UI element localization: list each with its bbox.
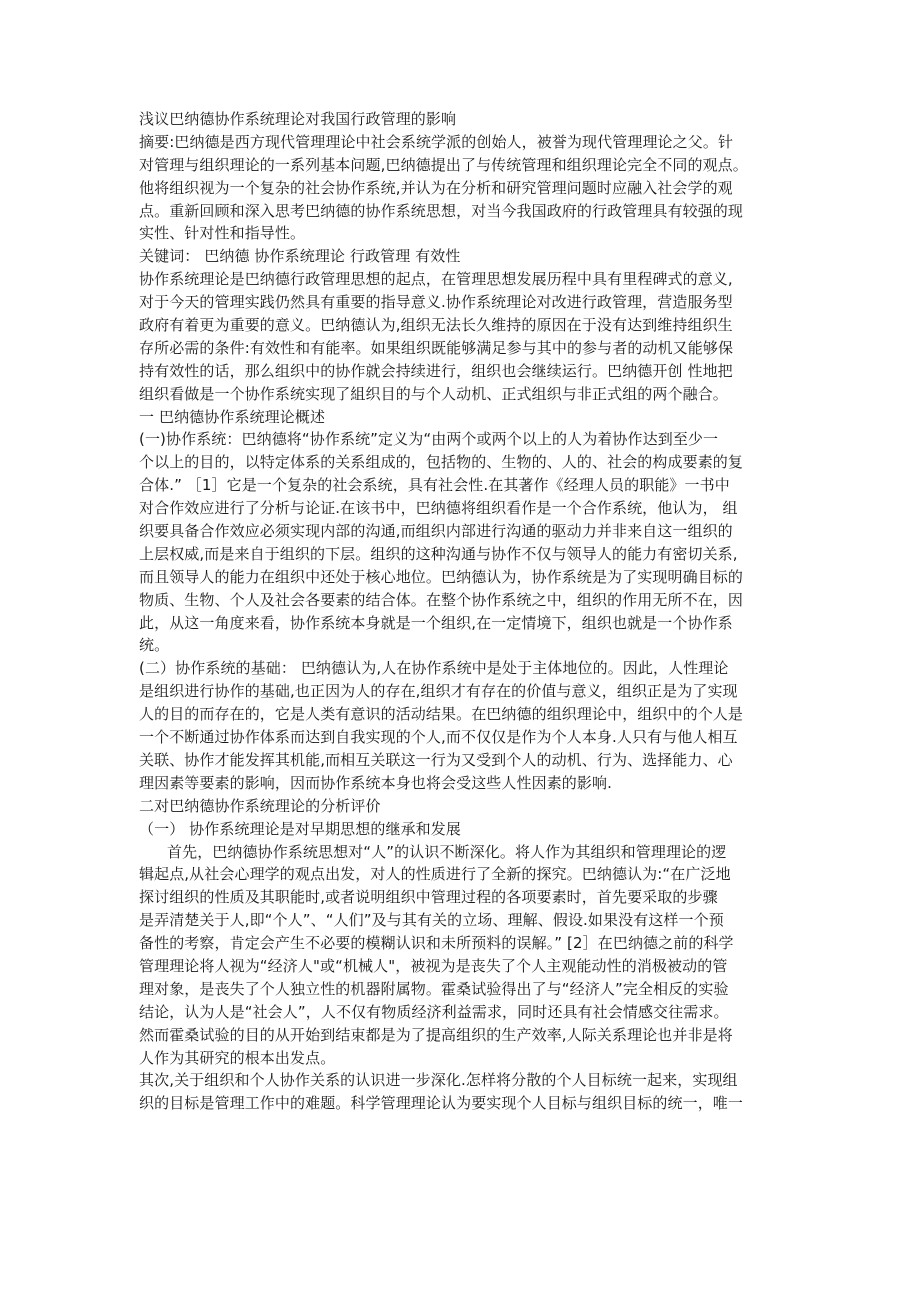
text-line: 实性、针对性和指导性。 [139, 224, 306, 243]
text-line: 人的目的而存在的，它是人类有意识的活动结果。在巴纳德的组织理论中，组织中的个人是 [139, 705, 744, 724]
text-line: 个以上的目的，以特定体系的关系组成的，包括物的、生物的、人的、社会的构成要素的复 [139, 453, 744, 472]
text-line: 探讨组织的性质及其职能时,或者说明组织中管理过程的各项要素时，首先要采取的步骤 [139, 888, 718, 907]
document-title: 浅议巴纳德协作系统理论对我国行政管理的影响 [139, 110, 457, 128]
text-line: 结论，认为人是“社会人”，人不仅有物质经济利益需求，同时还具有社会情感交往需求。 [139, 1002, 729, 1021]
text-line: 备性的考察，肯定会产生不必要的模糊认识和未所预料的误解。” [2］在巴纳德之前的科学 [139, 934, 734, 953]
text-line: 是弄清楚关于人,即“个人”、“人们”及与其有关的立场、理解、假设.如果没有这样一个预 [139, 911, 724, 930]
text-line: (一)协作系统：巴纳德将“协作系统”定义为“由两个或两个以上的人为着协作达到至少一 [139, 430, 719, 449]
text-line: 而且领导人的能力在组织中还处于核心地位。巴纳德认为，协作系统是为了实现明确目标的 [139, 567, 744, 586]
text-line: 对于今天的管理实践仍然具有重要的指导意义.协作系统理论对改进行政管理，营造服务型 [139, 293, 733, 312]
text-line: 他将组织视为一个复杂的社会协作系统,并认为在分析和研究管理问题时应融入社会学的观 [139, 178, 733, 197]
text-line: 存所必需的条件:有效性和有能率。如果组织既能够满足参与其中的参与者的动机又能够保 [139, 338, 734, 357]
text-line: （一） 协作系统理论是对早期思想的继承和发展 [139, 819, 461, 838]
text-line: 人作为其研究的根本出发点。 [139, 1048, 336, 1067]
text-line: 此，从这一角度来看，协作系统本身就是一个组织,在一定情境下，组织也就是一个协作系 [139, 613, 733, 632]
text-line: 对管理与组织理论的一系列基本问题,巴纳德提出了与传统管理和组织理论完全不同的观点。 [139, 155, 748, 174]
text-line: 织的目标是管理工作中的难题。科学管理理论认为要实现个人目标与组织目标的统一，唯一 [139, 1094, 744, 1113]
text-line: 点。重新回顾和深入思考巴纳德的协作系统思想，对当今我国政府的行政管理具有较强的现 [139, 201, 744, 220]
text-line: (二）协作系统的基础： 巴纳德认为,人在协作系统中是处于主体地位的。因此，人性理论 [139, 659, 729, 678]
text-line: 辑起点,从社会心理学的观点出发，对人的性质进行了全新的探究。巴纳德认为:“在广泛地 [139, 865, 731, 884]
text-line: 合体.” ［1］它是一个复杂的社会系统，具有社会性.在其著作《经理人员的职能》一书中 [139, 476, 730, 495]
text-line: 关键词： 巴纳德 协作系统理论 行政管理 有效性 [139, 247, 461, 266]
text-line: 二对巴纳德协作系统理论的分析评价 [139, 796, 381, 815]
text-line: 理因素等要素的影响，因而协作系统本身也将会受这些人性因素的影响. [139, 773, 612, 792]
text-line: 首先，巴纳德协作系统思想对“人”的认识不断深化。将人作为其组织和管理理论的逻 [167, 842, 727, 861]
text-line: 统。 [139, 636, 170, 655]
text-line: 政府有着更为重要的意义。巴纳德认为,组织无法长久维持的原因在于没有达到维持组织生 [139, 316, 733, 335]
text-line: 然而霍桑试验的目的从开始到结束都是为了提高组织的生产效率,人际关系理论也并非是将 [139, 1025, 733, 1044]
text-line: 一个不断通过协作体系而达到自我实现的个人,而不仅仅是作为个人本身.人只有与他人相互 [139, 728, 738, 747]
text-line: 协作系统理论是巴纳德行政管理思想的起点，在管理思想发展历程中具有里程碑式的意义, [139, 270, 733, 289]
text-line: 持有效性的话，那么组织中的协作就会持续进行，组织也会继续运行。巴纳德开创 性地把 [139, 361, 733, 380]
text-line: 一 巴纳德协作系统理论概述 [139, 407, 326, 426]
text-line: 织要具备合作效应必须实现内部的沟通,而组织内部进行沟通的驱动力并非来自这一组织的 [139, 522, 733, 541]
text-line: 关联、协作才能发挥其机能,而相互关联这一行为又受到个人的动机、行为、选择能力、心 [139, 750, 733, 769]
text-line: 上层权威,而是来自于组织的下层。组织的这种沟通与协作不仅与领导人的能力有密切关系, [139, 544, 738, 563]
text-line: 是组织进行协作的基础,也正因为人的存在,组织才有存在的价值与意义，组织正是为了实现 [139, 682, 738, 701]
text-line: 理对象，是丧失了个人独立性的机器附属物。霍桑试验得出了与“经济人”完全相反的实验 [139, 979, 729, 998]
text-line: 对合作效应进行了分析与论证.在该书中，巴纳德将组织看作是一个合作系统，他认为， 组 [139, 499, 738, 518]
text-line: 摘要:巴纳德是西方现代管理理论中社会系统学派的创始人，被誉为现代管理理论之父。针 [139, 132, 734, 151]
text-line: 组织看做是一个协作系统实现了組织目的与个人动机、正式组织与非正式组的两个融合。 [139, 384, 728, 403]
document-page [139, 108, 785, 1115]
text-line: 其次,关于组织和个人协作关系的认识进一步深化.怎样将分散的个人目标统一起来，实现组 [139, 1071, 738, 1090]
text-line: 管理理论将人视为“经济人"或“机械人"，被视为是丧失了个人主观能动性的消极被动的管 [139, 956, 728, 975]
text-line: 物质、生物、个人及社会各要素的结合体。在整个协作系统之中，组织的作用无所不在，因 [139, 590, 744, 609]
